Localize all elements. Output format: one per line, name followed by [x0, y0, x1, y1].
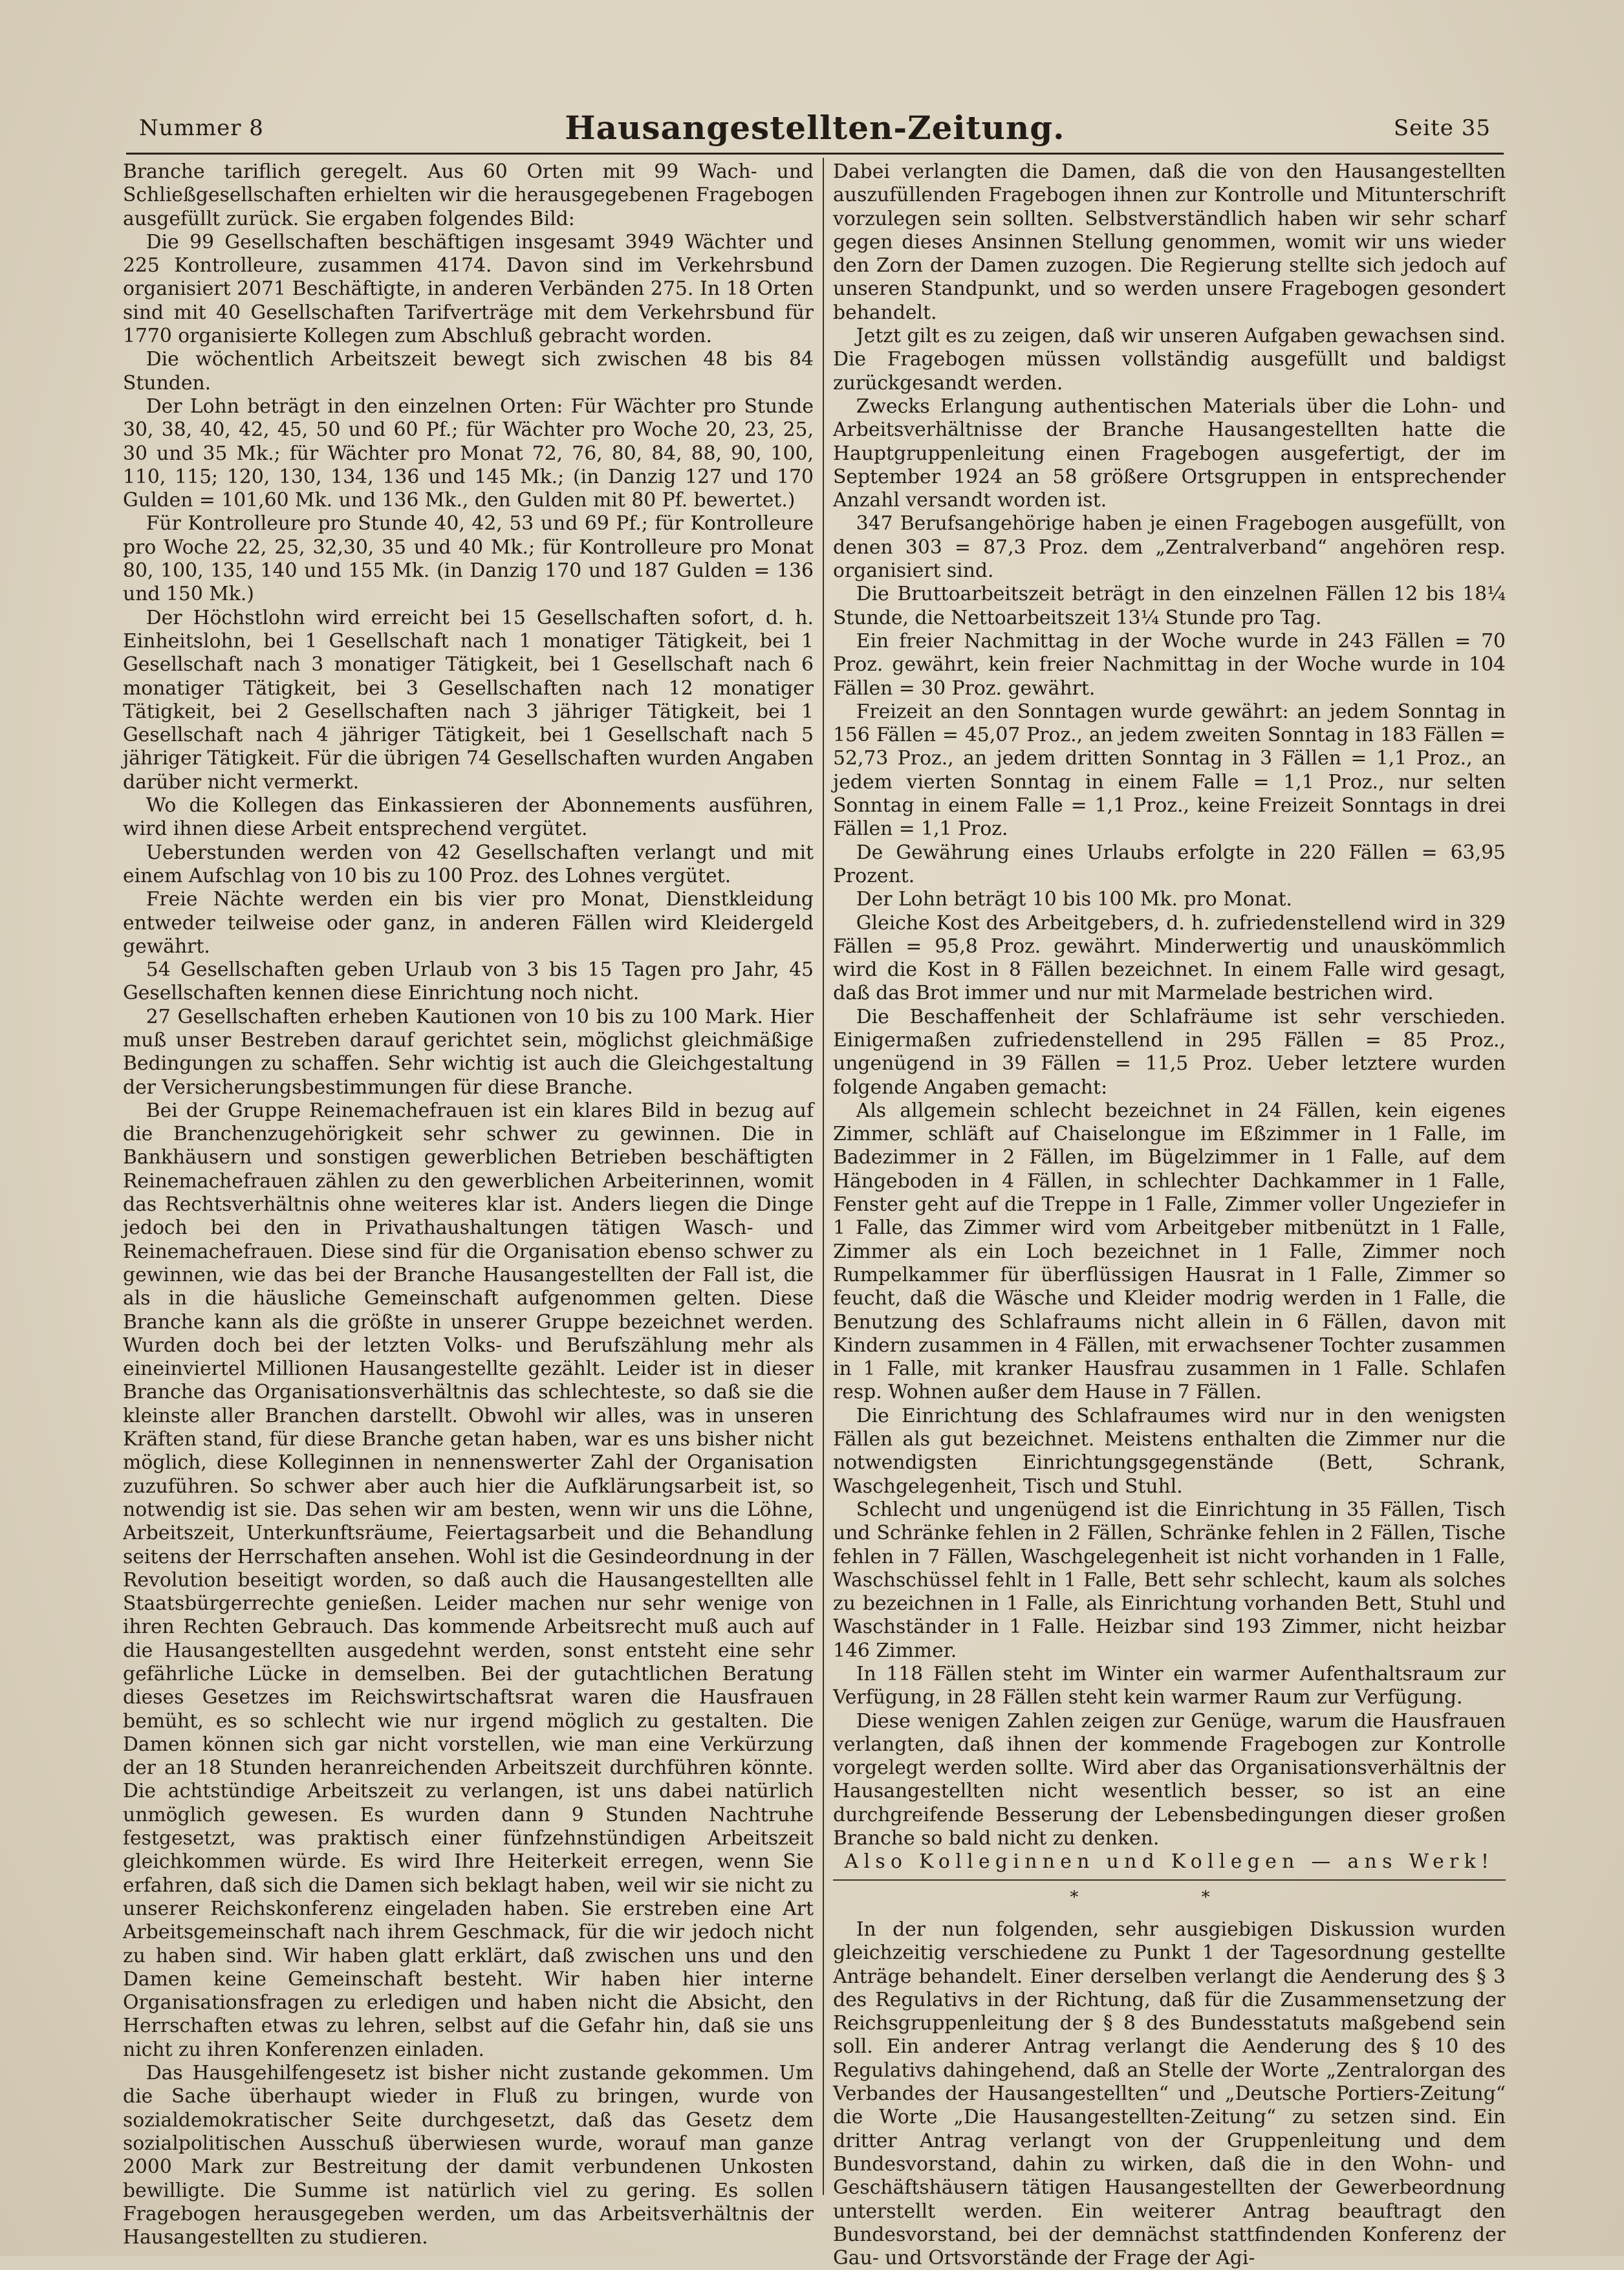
closing-line: Also Kolleginnen und Kollegen — ans Werk! — [844, 1850, 1495, 1874]
header-rule — [126, 153, 1504, 155]
paragraph: Die Beschaffenheit der Schlafräume ist sehr verschieden. Einigermaßen zufriedenstellend in 295 Fällen = 85 Proz., ungenügend in 39 Fällen = 11,5 Proz. Ueber letztere wurden folgende Angaben gemacht: — [833, 1005, 1506, 1099]
page-header — [139, 109, 1491, 149]
newspaper-title: Hausangestellten-Zeitung. — [565, 109, 1065, 147]
paragraph: Dabei verlangten die Damen, daß die von den Hausangestellten auszufüllenden Fragebogen ihnen zur Kontrolle und Mitunterschrift vorzulegen sein sollten. Selbstverständlich haben wir sehr scharf gegen dieses Ansinnen Stellung genommen, womit wir uns wieder den Zorn der Damen zuzogen. Die Regierung stellte sich jedoch auf unseren Standpunkt, und so werden unsere Fragebogen gesondert behandelt. — [833, 160, 1506, 324]
left-column — [123, 160, 814, 2249]
section-rule — [833, 1879, 1506, 1881]
paragraph: De Gewährung eines Urlaubs erfolgte in 220 Fällen = 63,95 Prozent. — [833, 841, 1506, 887]
paragraph: Jetzt gilt es zu zeigen, daß wir unseren Aufgaben gewachsen sind. Die Fragebogen müssen vollständig ausgefüllt und baldigst zurückgesandt werden. — [833, 325, 1506, 395]
column-divider — [823, 158, 824, 2195]
paragraph: Der Lohn beträgt 10 bis 100 Mk. pro Monat. — [856, 888, 1292, 911]
paragraph: Als allgemein schlecht bezeichnet in 24 Fällen, kein eigenes Zimmer, schläft auf Chaiselongue im Eßzimmer in 1 Falle, im Badezimmer in 2 Fällen, im Bügelzimmer in 1 Falle, auf dem Hängeboden in 4 Fällen, in schlechter Dachkammer in 1 Falle, Fenster geht auf die Treppe in 1 Falle, Zimmer voller Ungeziefer in 1 Falle, das Zimmer wird vom Arbeitgeber mitbenützt in 1 Falle, Zimmer als ein Loch bezeichnet in 1 Falle, Zimmer noch Rumpelkammer für überflüssigen Hausrat in 1 Falle, Zimmer so feucht, daß die Wäsche und Kleider modrig werden in 1 Falle, die Benutzung des Schlafraums nicht allein in 6 Fällen, davon mit Kindern zusammen in 4 Fällen, mit erwachsener Tochter zusammen in 1 Falle, mit kranker Hausfrau zusammen in 1 Falle. Schlafen resp. Wohnen außer dem Hause in 7 Fällen. — [833, 1099, 1506, 1404]
paragraph: Branche tariflich geregelt. Aus 60 Orten mit 99 Wach- und Schließgesellschaften erhielten wir die herausgegebenen Fragebogen ausgefüllt zurück. Sie ergaben folgendes Bild: — [123, 160, 814, 230]
paragraph: 54 Gesellschaften geben Urlaub von 3 bis 15 Tagen pro Jahr, 45 Gesellschaften kennen diese Einrichtung noch nicht. — [123, 958, 814, 1005]
paragraph: Gleiche Kost des Arbeitgebers, d. h. zufriedenstellend wird in 329 Fällen = 95,8 Proz. gewährt. Minderwertig und unauskömmlich wird die Kost in 8 Fällen bezeichnet. In einem Falle wird gesagt, daß das Brot immer und nur mit Marmelade bestrichen wird. — [833, 911, 1506, 1005]
paragraph: Ein freier Nachmittag in der Woche wurde in 243 Fällen = 70 Proz. gewährt, kein freier Nachmittag in der Woche wurde in 104 Fällen = 30 Proz. gewährt. — [833, 629, 1506, 700]
paragraph: Freie Nächte werden ein bis vier pro Monat, Dienstkleidung entweder teilweise oder ganz, in anderen Fällen wird Kleidergeld gewährt. — [123, 888, 814, 958]
paragraph: Ueberstunden werden von 42 Gesellschaften verlangt und mit einem Aufschlag von 10 bis zu 100 Proz. des Lohnes vergütet. — [123, 841, 814, 887]
paragraph: Die 99 Gesellschaften beschäftigen insgesamt 3949 Wächter und 225 Kontrolleure, zusammen 4174. Davon sind im Verkehrsbund organisiert 2071 Beschäftigte, in anderen Verbänden 275. In 18 Orten sind mit 40 Gesellschaften Tarifverträge mit dem Verkehrsbund für 1770 organisierte Kollegen zum Abschluß gebracht worden. — [123, 230, 814, 348]
paragraph: Das Hausgehilfengesetz ist bisher nicht zustande gekommen. Um die Sache überhaupt wieder in Fluß zu bringen, wurde von sozialdemokratischer Seite durchgesetzt, daß das Gesetz dem sozialpolitischen Ausschuß überwiesen wurde, worauf man ganze 2000 Mark zur Bestreitung der damit verbundenen Unkosten bewilligte. Die Summe ist natürlich viel zu gering. Es sollen Fragebogen herausgegeben werden, um das Arbeitsverhältnis der Hausangestellten zu studieren. — [123, 2062, 814, 2249]
paragraph: Die Bruttoarbeitszeit beträgt in den einzelnen Fällen 12 bis 18¼ Stunde, die Nettoarbeitszeit 13¼ Stunde pro Tag. — [833, 583, 1506, 629]
paragraph: Diese wenigen Zahlen zeigen zur Genüge, warum die Hausfrauen verlangten, daß ihnen der kommende Fragebogen zur Kontrolle vorgelegt werden sollte. Wird aber das Organisationsverhältnis der Hausangestellten nicht wesentlich besser, so ist an eine durchgreifende Besserung der Lebensbedingungen dieser großen Branche so bald nicht zu denken. — [833, 1709, 1506, 1850]
paragraph: Zwecks Erlangung authentischen Materials über die Lohn- und Arbeitsverhältnisse der Branche Hausangestellten hatte die Hauptgruppenleitung einen Fragebogen ausgefertigt, der im September 1924 an 58 größere Ortsgruppen in entsprechender Anzahl versandt worden ist. — [833, 395, 1506, 512]
paragraph: Wo die Kollegen das Einkassieren der Abonnements ausführen, wird ihnen diese Arbeit entsprechend vergütet. — [123, 794, 814, 841]
right-column — [833, 160, 1506, 2270]
paragraph: Der Lohn beträgt in den einzelnen Orten: Für Wächter pro Stunde 30, 38, 40, 42, 45, 50 und 60 Pf.; für Wächter pro Woche 20, 23, 25, 30 und 35 Mk.; für Wächter pro Monat 72, 76, 80, 84, 88, 90, 100, 110, 115; 120, 130, 134, 136 und 145 Mk.; (in Danzig 127 und 170 Gulden = 101,60 Mk. und 136 Mk., den Gulden mit 80 Pf. bewertet.) — [123, 395, 814, 512]
section-stars: * * — [1070, 1887, 1269, 1907]
paragraph: Die Einrichtung des Schlafraumes wird nur in den wenigsten Fällen als gut bezeichnet. Meistens enthalten die Zimmer nur die notwendigsten Einrichtungsgegenstände (Bett, Schrank, Waschgelegenheit, Tisch und Stuhl. — [833, 1404, 1506, 1498]
paragraph: Bei der Gruppe Reinemachefrauen ist ein klares Bild in bezug auf die Branchenzugehörigkeit sehr schwer zu gewinnen. Die in Bankhäusern und sonstigen gewerblichen Betrieben beschäftigten Reinemachefrauen zählen zu den gewerblichen Arbeiterinnen, womit das Rechtsverhältnis ohne weiteres klar ist. Anders liegen die Dinge jedoch bei den in Privathaushaltungen tätigen Wasch- und Reinemachefrauen. Diese sind für die Organisation ebenso schwer zu gewinnen, wie das bei der Branche Hausangestellten der Fall ist, die als in die häusliche Gemeinschaft aufgenommen gelten. Diese Branche kann als die größte in unserer Gruppe bezeichnet werden. Wurden doch bei der letzten Volks- und Berufszählung mehr als eineinviertel Millionen Hausangestellte gezählt. Leider ist in dieser Branche das Organisationsverhältnis das schlechteste, so daß sie die kleinste aller Branchen darstellt. Obwohl wir alles, was in unseren Kräften stand, für diese Branche getan haben, war es uns bisher nicht möglich, diese Kolleginnen in nennenswerter Zahl der Organisation zuzuführen. So schwer aber auch hier die Aufklärungsarbeit ist, so notwendig ist sie. Das sehen wir am besten, wenn wir uns die Löhne, Arbeitszeit, Unterkunftsräume, Feiertagsarbeit und die Behandlung seitens der Herrschaften ansehen. Wohl ist die Gesindeordnung in der Revolution beseitigt worden, so daß auch die Hausangestellten alle Staatsbürgerrechte genießen. Leider machen nur sehr wenige von ihren Rechten Gebrauch. Das kommende Arbeitsrecht muß auch auf die Hausangestellten ausgedehnt werden, sonst entsteht eine sehr gefährliche Lücke in demselben. Bei der gutachtlichen Beratung dieses Gesetzes im Reichswirtschaftsrat waren die Hausfrauen bemüht, es so schlecht wie nur irgend möglich zu gestalten. Die Damen können sich gar nicht vorstellen, wie man eine Verkürzung der an 18 Stunden heranreichenden Arbeitszeit durchführen könnte. Die achtstündige Arbeitszeit zu verlangen, ist uns dabei natürlich unmöglich gewesen. Es wurden dann 9 Stunden Nachtruhe festgesetzt, was praktisch einer fünfzehnstündigen Arbeitszeit gleichkommen würde. Es wird Ihre Heiterkeit erregen, wenn Sie erfahren, daß sich die Damen sich beklagt haben, weil wir sie nicht zu unserer Reichskonferenz eingeladen haben. Sie erstreben eine Art Arbeitsgemeinschaft nach ihrem Geschmack, für die wir jedoch nicht zu haben sind. Wir haben glatt erklärt, daß zwischen uns und den Damen keine Gemeinschaft besteht. Wir haben hier interne Organisationsfragen zu erledigen und haben nicht die Absicht, den Herrschaften etwas zu lehren, selbst auf die Gefahr hin, daß sie uns nicht zu ihren Konferenzen einladen. — [123, 1099, 814, 2061]
paragraph: Schlecht und ungenügend ist die Einrichtung in 35 Fällen, Tisch und Schränke fehlen in 2 Fällen, Schränke fehlen in 2 Fällen, Tische fehlen in 7 Fällen, Waschgelegenheit ist nicht vorhanden in 1 Falle, Waschschüssel fehlt in 1 Falle, Bett sehr schlecht, kaum als solches zu bezeichnen in 1 Falle, als Einrichtung vorhanden Bett, Stuhl und Waschständer in 1 Falle. Heizbar sind 193 Zimmer, nicht heizbar 146 Zimmer. — [833, 1498, 1506, 1662]
paragraph: Freizeit an den Sonntagen wurde gewährt: an jedem Sonntag in 156 Fällen = 45,07 Proz., an jedem zweiten Sonntag in 183 Fällen = 52,73 Proz., an jedem dritten Sonntag in 3 Fällen = 1,1 Proz., an jedem vierten Sonntag in einem Falle = 1,1 Proz., nur selten Sonntag in einem Falle = 1,1 Proz., keine Freizeit Sonntags in drei Fällen = 1,1 Proz. — [833, 700, 1506, 841]
issue-number: Nummer 8 — [139, 115, 264, 141]
paragraph: Die wöchentlich Arbeitszeit bewegt sich zwischen 48 bis 84 Stunden. — [123, 348, 814, 395]
paragraph: In 118 Fällen steht im Winter ein warmer Aufenthaltsraum zur Verfügung, in 28 Fällen steht kein warmer Raum zur Verfügung. — [833, 1663, 1506, 1709]
paragraph: Für Kontrolleure pro Stunde 40, 42, 53 und 69 Pf.; für Kontrolleure pro Woche 22, 25, 32,30, 35 und 40 Mk.; für Kontrolleure pro Monat 80, 100, 135, 140 und 155 Mk. (in Danzig 170 und 187 Gulden = 136 und 150 Mk.) — [123, 512, 814, 606]
paragraph: 27 Gesellschaften erheben Kautionen von 10 bis zu 100 Mark. Hier muß unser Bestreben darauf gerichtet sein, möglichst gleichmäßige Bedingungen zu schaffen. Sehr wichtig ist auch die Gleichgestaltung der Versicherungsbestimmungen für diese Branche. — [123, 1005, 814, 1099]
page-number: Seite 35 — [1393, 115, 1491, 141]
paragraph: 347 Berufsangehörige haben je einen Fragebogen ausgefüllt, von denen 303 = 87,3 Proz. dem „Zentralverband“ angehören resp. organisiert sind. — [833, 512, 1506, 583]
paragraph: In der nun folgenden, sehr ausgiebigen Diskussion wurden gleichzeitig verschiedene zu Punkt 1 der Tagesordnung gestellte Anträge behandelt. Einer derselben verlangt die Aenderung des § 3 des Regulativs in der Richtung, daß für die Zusammensetzung der Reichsgruppenleitung der § 8 des Bundesstatuts maßgebend sein soll. Ein anderer Antrag verlangt die Aenderung des § 10 des Regulativs dahingehend, daß an Stelle der Worte „Zentralorgan des Verbandes der Hausangestellten“ und „Deutsche Portiers-Zeitung“ die Worte „Die Hausangestellten-Zeitung“ zu setzen sind. Ein dritter Antrag verlangt von der Gruppenleitung und dem Bundesvorstand, dahin zu wirken, daß die in den Wohn- und Geschäftshäusern tätigen Hausangestellten der Gewerbeordnung unterstellt werden. Ein weiterer Antrag beauftragt den Bundesvorstand, bei der demnächst stattfindenden Konferenz der Gau- und Ortsvorstände der Frage der Agi- — [833, 1918, 1506, 2270]
paragraph: Der Höchstlohn wird erreicht bei 15 Gesellschaften sofort, d. h. Einheitslohn, bei 1 Gesellschaft nach 1 monatiger Tätigkeit, bei 1 Gesellschaft nach 3 monatiger Tätigkeit, bei 1 Gesellschaft nach 6 monatiger Tätigkeit, bei 3 Gesellschaften nach 12 monatiger Tätigkeit, bei 2 Gesellschaften nach 3 jähriger Tätigkeit, bei 1 Gesellschaft nach 4 jähriger Tätigkeit, bei 1 Gesellschaft nach 5 jähriger Tätigkeit. Für die übrigen 74 Gesellschaften wurden Angaben darüber nicht vermerkt. — [123, 606, 814, 794]
